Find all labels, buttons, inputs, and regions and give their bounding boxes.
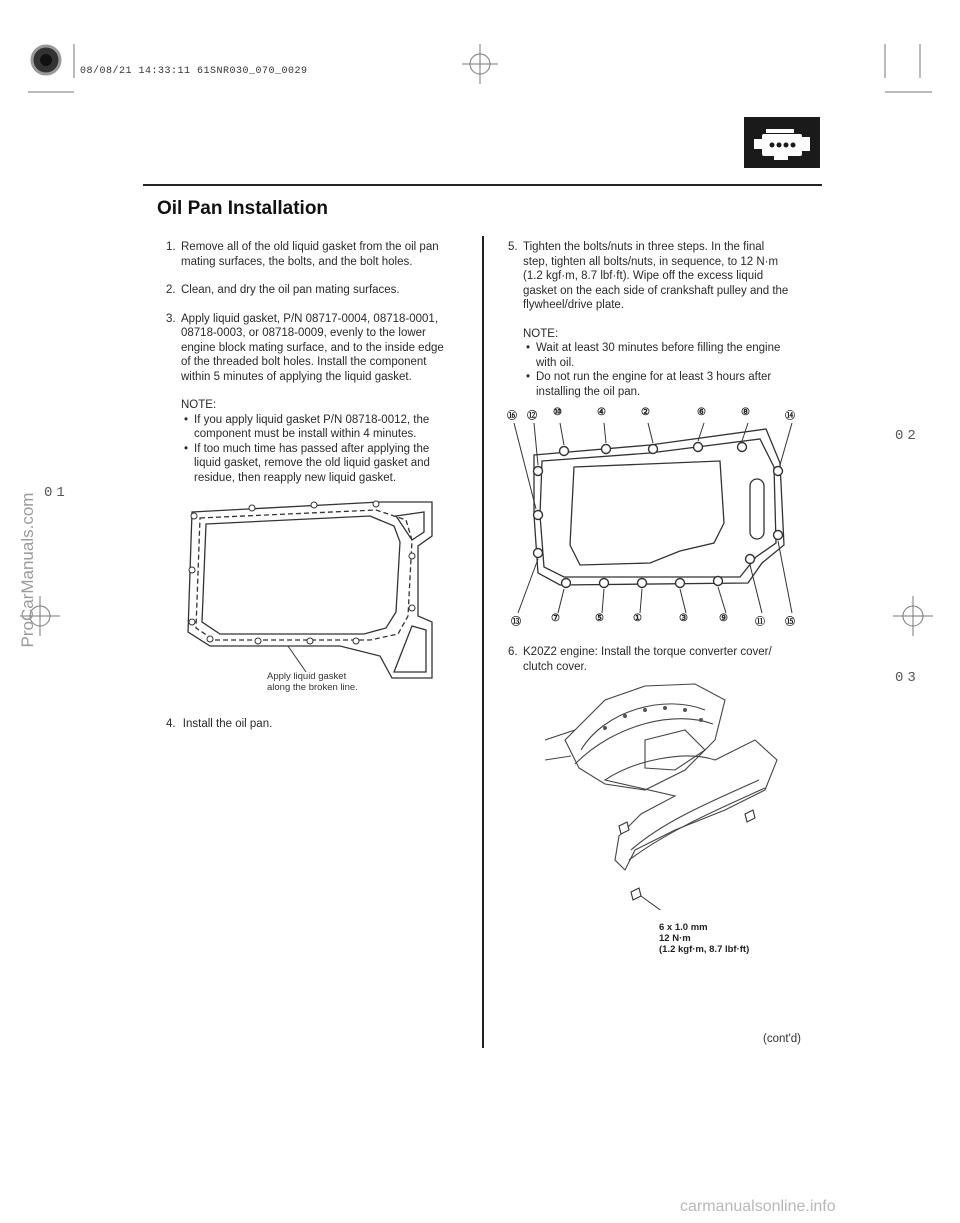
bolt-label: ⑤	[595, 613, 604, 624]
bolt-sequence-figure	[500, 405, 810, 630]
note-bullet-2: • If too much time has passed after applying the liquid gasket, remove the old liquid gasket and residue, then reapply new liquid gasket.	[184, 442, 476, 486]
bolt-label: ③	[679, 613, 688, 624]
step-3: 3. Apply liquid gasket, P/N 08717-0004, 08718-0001, 08718-0003, or 08718-0009, evenly to the lower engine block mating surface, and to the inside edge of the threaded bolt holes. Install the component within 5 minutes of applying the liquid gasket.	[166, 312, 476, 385]
step-2-text: Clean, and dry the oil pan mating surfaces.	[181, 284, 400, 296]
gasket-caption: Apply liquid gasket along the broken line.	[267, 671, 358, 693]
bolt-label: ⑧	[741, 407, 750, 418]
note-label-right: NOTE:	[523, 327, 559, 340]
column-divider	[482, 236, 484, 1048]
bolt-label: ①	[633, 613, 642, 624]
right-column	[508, 240, 818, 399]
bolt-label: ⑦	[551, 613, 560, 624]
note-label: NOTE:	[181, 399, 217, 411]
note-bullet-1: • If you apply liquid gasket P/N 08718-0012, the component must be install within 4 minutes.	[184, 413, 476, 442]
step-2: 2. Clean, and dry the oil pan mating surfaces.	[166, 283, 476, 298]
bolt-label: ⑩	[553, 407, 562, 418]
bolt-label: ⑫	[527, 411, 537, 422]
bolt-label: ⑮	[785, 617, 795, 628]
step-6: 6. K20Z2 engine: Install the torque converter cover/ clutch cover.	[508, 646, 772, 673]
torque-spec: 6 x 1.0 mm 12 N·m (1.2 kgf·m, 8.7 lbf·ft)	[659, 922, 750, 955]
engine-icon	[744, 117, 820, 168]
step-4: 4. Install the oil pan.	[166, 718, 273, 730]
torque-converter-cover-figure	[545, 680, 785, 910]
bolt-label: ⑥	[697, 407, 706, 418]
side-mark-01: 01	[44, 485, 69, 501]
bolt-label: ⑭	[785, 411, 795, 422]
note-bullet-4: • Do not run the engine for at least 3 hours after installing the oil pan.	[526, 370, 818, 399]
watermark-left: ProCarManuals.com	[18, 492, 37, 648]
bolt-label: ⑯	[507, 411, 517, 422]
bolt-label: ⑬	[511, 617, 521, 628]
bolt-label: ④	[597, 407, 606, 418]
step-5-text: Tighten the bolts/nuts in three steps. In the final step, tighten all bolts/nuts, in sequence, to 12 N·m (1.2 kgf·m, 8.7 lbf·ft). Wipe off the excess liquid gasket on the each side of crankshaft pulley and the flywheel/drive plate.	[523, 241, 789, 311]
bolt-label: ⑨	[719, 613, 728, 624]
page-title: Oil Pan Installation	[157, 198, 329, 219]
side-mark-03: 03	[895, 670, 920, 686]
header-rule	[143, 184, 822, 186]
print-stamp: 08/08/21 14:33:11 61SNR030_070_0029	[80, 66, 308, 77]
step-3-text: Apply liquid gasket, P/N 08717-0004, 08718-0001, 08718-0003, or 08718-0009, evenly to the lower engine block mating surface, and to the inside edge of the threaded bolt holes. Install the component within 5 minutes of applying the liquid gasket.	[181, 312, 444, 383]
step-1: 1. Remove all of the old liquid gasket from the oil pan mating surfaces, the bolts, and the bolt holes.	[166, 240, 476, 269]
oil-pan-gasket-figure	[180, 496, 442, 684]
step-1-text: Remove all of the old liquid gasket from the oil pan mating surfaces, the bolts, and the bolt holes.	[181, 241, 439, 268]
continued-label: (cont'd)	[763, 1033, 801, 1045]
note-bullet-3: • Wait at least 30 minutes before filling the engine with oil.	[526, 341, 818, 370]
bolt-label: ②	[641, 407, 650, 418]
watermark-bottom: carmanualsonline.info	[680, 1198, 836, 1215]
side-mark-02: 02	[895, 428, 920, 444]
left-column	[166, 240, 476, 485]
bolt-label: ⑪	[755, 617, 765, 628]
step-5: 5. Tighten the bolts/nuts in three steps. In the final step, tighten all bolts/nuts, in sequence, to 12 N·m (1.2 kgf·m, 8.7 lbf·ft). Wipe off the excess liquid gasket on the each side of crankshaft pulley and the flywheel/drive plate.	[508, 240, 818, 313]
